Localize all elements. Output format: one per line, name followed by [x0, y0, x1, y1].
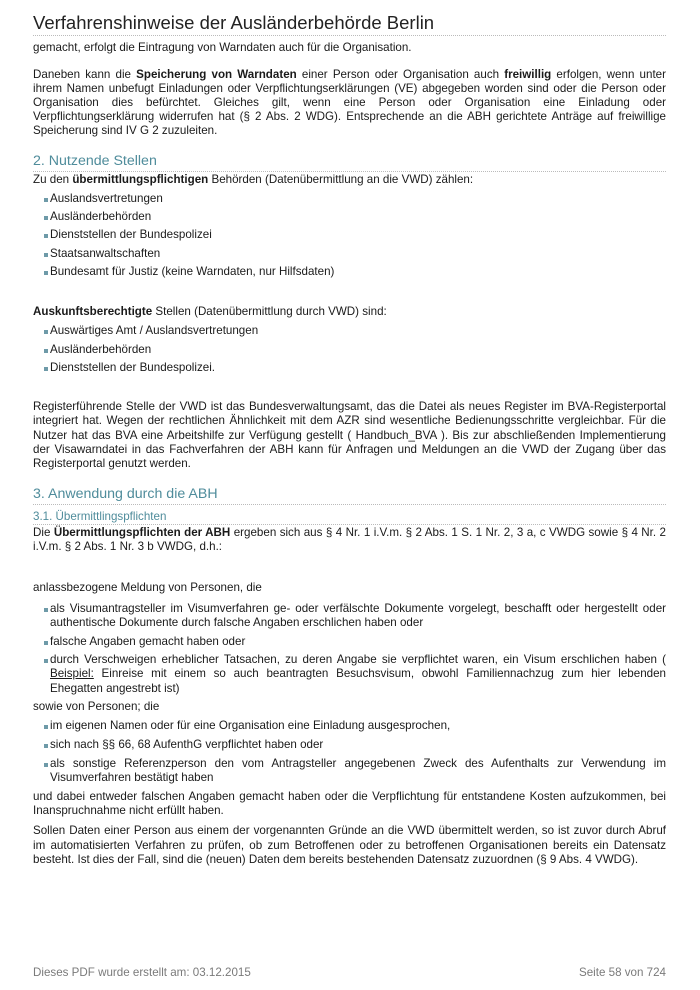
- list-item: als Visumantragsteller im Visumverfahren ge- oder verfälschte Dokumente vorgelegt, beschafft oder hergestellt oder authentische Dokumente durch falsche Angaben erschlichen haben oder: [44, 602, 666, 630]
- square-bullet-icon: [44, 234, 48, 238]
- intro-continuation: gemacht, erfolgt die Eintragung von Warndaten auch für die Organisation.: [33, 41, 412, 54]
- entitled-authorities-list: [33, 324, 666, 375]
- reporting-reasons-list: [33, 602, 666, 696]
- list-item: Bundesamt für Justiz (keine Warndaten, nur Hilfsdaten): [44, 265, 666, 279]
- bold-term: übermittlungspflichtigen: [72, 172, 209, 186]
- list-item: Auswärtiges Amt / Auslandsvertretungen: [44, 324, 666, 338]
- list-item: im eigenen Namen oder für eine Organisation eine Einladung ausgesprochen,: [44, 719, 666, 733]
- list-item: als sonstige Referenzperson den vom Antragsteller angegebenen Zweck des Aufenthalts zur Verwendung im Visumverfahren bestätigt haben: [44, 757, 666, 785]
- square-bullet-icon: [44, 641, 48, 645]
- footer-created-date: Dieses PDF wurde erstellt am: 03.12.2015: [33, 966, 251, 979]
- list-item: Auslandsvertretungen: [44, 192, 666, 206]
- square-bullet-icon: [44, 349, 48, 353]
- document-page: [33, 0, 666, 990]
- list-item: falsche Angaben gemacht haben oder: [44, 635, 666, 649]
- section3-reporting-persons: anlassbezogene Meldung von Personen, die: [33, 580, 262, 594]
- bold-term: Auskunftsberechtigte: [33, 305, 153, 319]
- bold-term: freiwillig: [504, 67, 552, 81]
- square-bullet-icon: [44, 198, 48, 202]
- list-item: Staatsanwaltschaften: [44, 247, 666, 261]
- square-bullet-icon: [44, 725, 48, 729]
- list-item: Dienststellen der Bundespolizei.: [44, 361, 666, 375]
- reporting-authorities-list: [33, 192, 666, 279]
- underlined-term: Beispiel:: [50, 667, 94, 681]
- list-item: Ausländerbehörden: [44, 343, 666, 357]
- square-bullet-icon: [44, 216, 48, 220]
- square-bullet-icon: [44, 608, 48, 612]
- page-footer: [33, 966, 666, 979]
- section2-entitled: Auskunftsberechtigte Stellen (Datenübermittlung durch VWD) sind:: [33, 305, 387, 319]
- section3-check-paragraph: Sollen Daten einer Person aus einem der vorgenannten Gründe an die VWD übermittelt werden, so ist zuvor durch Abruf im automatisierten Verfahren zu prüfen, ob zum Betroffenen oder zu betroffenen Organisationen bereits ein Datensatz besteht. Ist dies der Fall, sind die (neuen) Daten dem bereits bestehenden Datensatz zuzuordnen (§ 9 Abs. 4 VWDG).: [33, 824, 666, 866]
- section3-further-persons: sowie von Personen; die: [33, 700, 160, 714]
- subsection-heading-uebermittlungspflichten: 3.1. Übermittlingspflichten: [33, 510, 666, 525]
- bold-term: Speicherung von Warndaten: [136, 67, 297, 81]
- square-bullet-icon: [44, 744, 48, 748]
- section-heading-nutzende-stellen: 2. Nutzende Stellen: [33, 153, 666, 172]
- intro-paragraph: Daneben kann die Speicherung von Warndaten einer Person oder Organisation auch freiwillig erfolgen, wenn unter ihrem Namen unbefugt Einladungen oder Verpflichtungserklärungen (VE) abgegeben worden sind oder die Person oder Organisation dies befürchtet. Gleiches gilt, wenn eine Person oder Organisation eine Einladung oder Verpflichtungserklärung widerrufen hat (§ 2 Abs. 2 WDG). Entsprechende an die ABH gerichtete Anträge auf freiwillige Speicherung sind IV G 2 zuzuleiten.: [33, 67, 666, 138]
- page-title: Verfahrenshinweise der Ausländerbehörde Berlin: [33, 12, 435, 33]
- document-content: [33, 41, 666, 867]
- list-item: Ausländerbehörden: [44, 210, 666, 224]
- square-bullet-icon: [44, 271, 48, 275]
- section2-intro: Zu den übermittlungspflichtigen Behörden (Datenübermittlung an die VWD) zählen:: [33, 172, 474, 186]
- square-bullet-icon: [44, 659, 48, 663]
- square-bullet-icon: [44, 253, 48, 257]
- list-item: durch Verschweigen erheblicher Tatsachen, zu deren Angabe sie verpflichtet waren, ein Visum erschlichen haben ( Beispiel: Einreise mit einem so auch beantragten Besuchsvisum, obwohl Familiennachzug zum hier lebenden Ehegatten angestrebt ist): [44, 653, 666, 696]
- further-persons-list: [33, 719, 666, 785]
- square-bullet-icon: [44, 763, 48, 767]
- square-bullet-icon: [44, 330, 48, 334]
- list-item: sich nach §§ 66, 68 AufenthG verpflichtet haben oder: [44, 738, 666, 752]
- square-bullet-icon: [44, 367, 48, 371]
- section3-condition-paragraph: und dabei entweder falschen Angaben gemacht haben oder die Verpflichtung für entstandene Kosten aufzukommen, bei Inanspruchnahme nicht erfüllt haben.: [33, 790, 666, 818]
- list-item: Dienststellen der Bundespolizei: [44, 228, 666, 242]
- section3-intro: Die Übermittlungspflichten der ABH ergeben sich aus § 4 Nr. 1 i.V.m. § 2 Abs. 1 S. 1 Nr. 2, 3 a, c VWDG sowie § 4 Nr. 2 i.V.m. § 2 Abs. 1 Nr. 3 b VWDG, d.h.:: [33, 526, 666, 554]
- bold-term: Übermittlungspflichten der ABH: [53, 526, 231, 540]
- section-heading-anwendung: 3. Anwendung durch die ABH: [33, 486, 666, 505]
- section2-registry-paragraph: Registerführende Stelle der VWD ist das Bundesverwaltungsamt, das die Datei als neues Register im BVA-Registerportal integriert hat. Wegen der rechtlichen Ähnlichkeit mit dem AZR sind wesentliche Bedienungsschritte vergleichbar. Für die Nutzer hat das BVA eine Arbeitshilfe zur Verfügung gestellt ( Handbuch_BVA ). Bis zur abschließenden Implementierung der Visawarndatei in das Fachverfahren der ABH kann für Anfragen und Meldungen an die VWD der Zugang über das Registerportal genutzt werden.: [33, 400, 666, 471]
- footer-page-number: Seite 58 von 724: [578, 966, 666, 979]
- title-divider: [33, 35, 666, 36]
